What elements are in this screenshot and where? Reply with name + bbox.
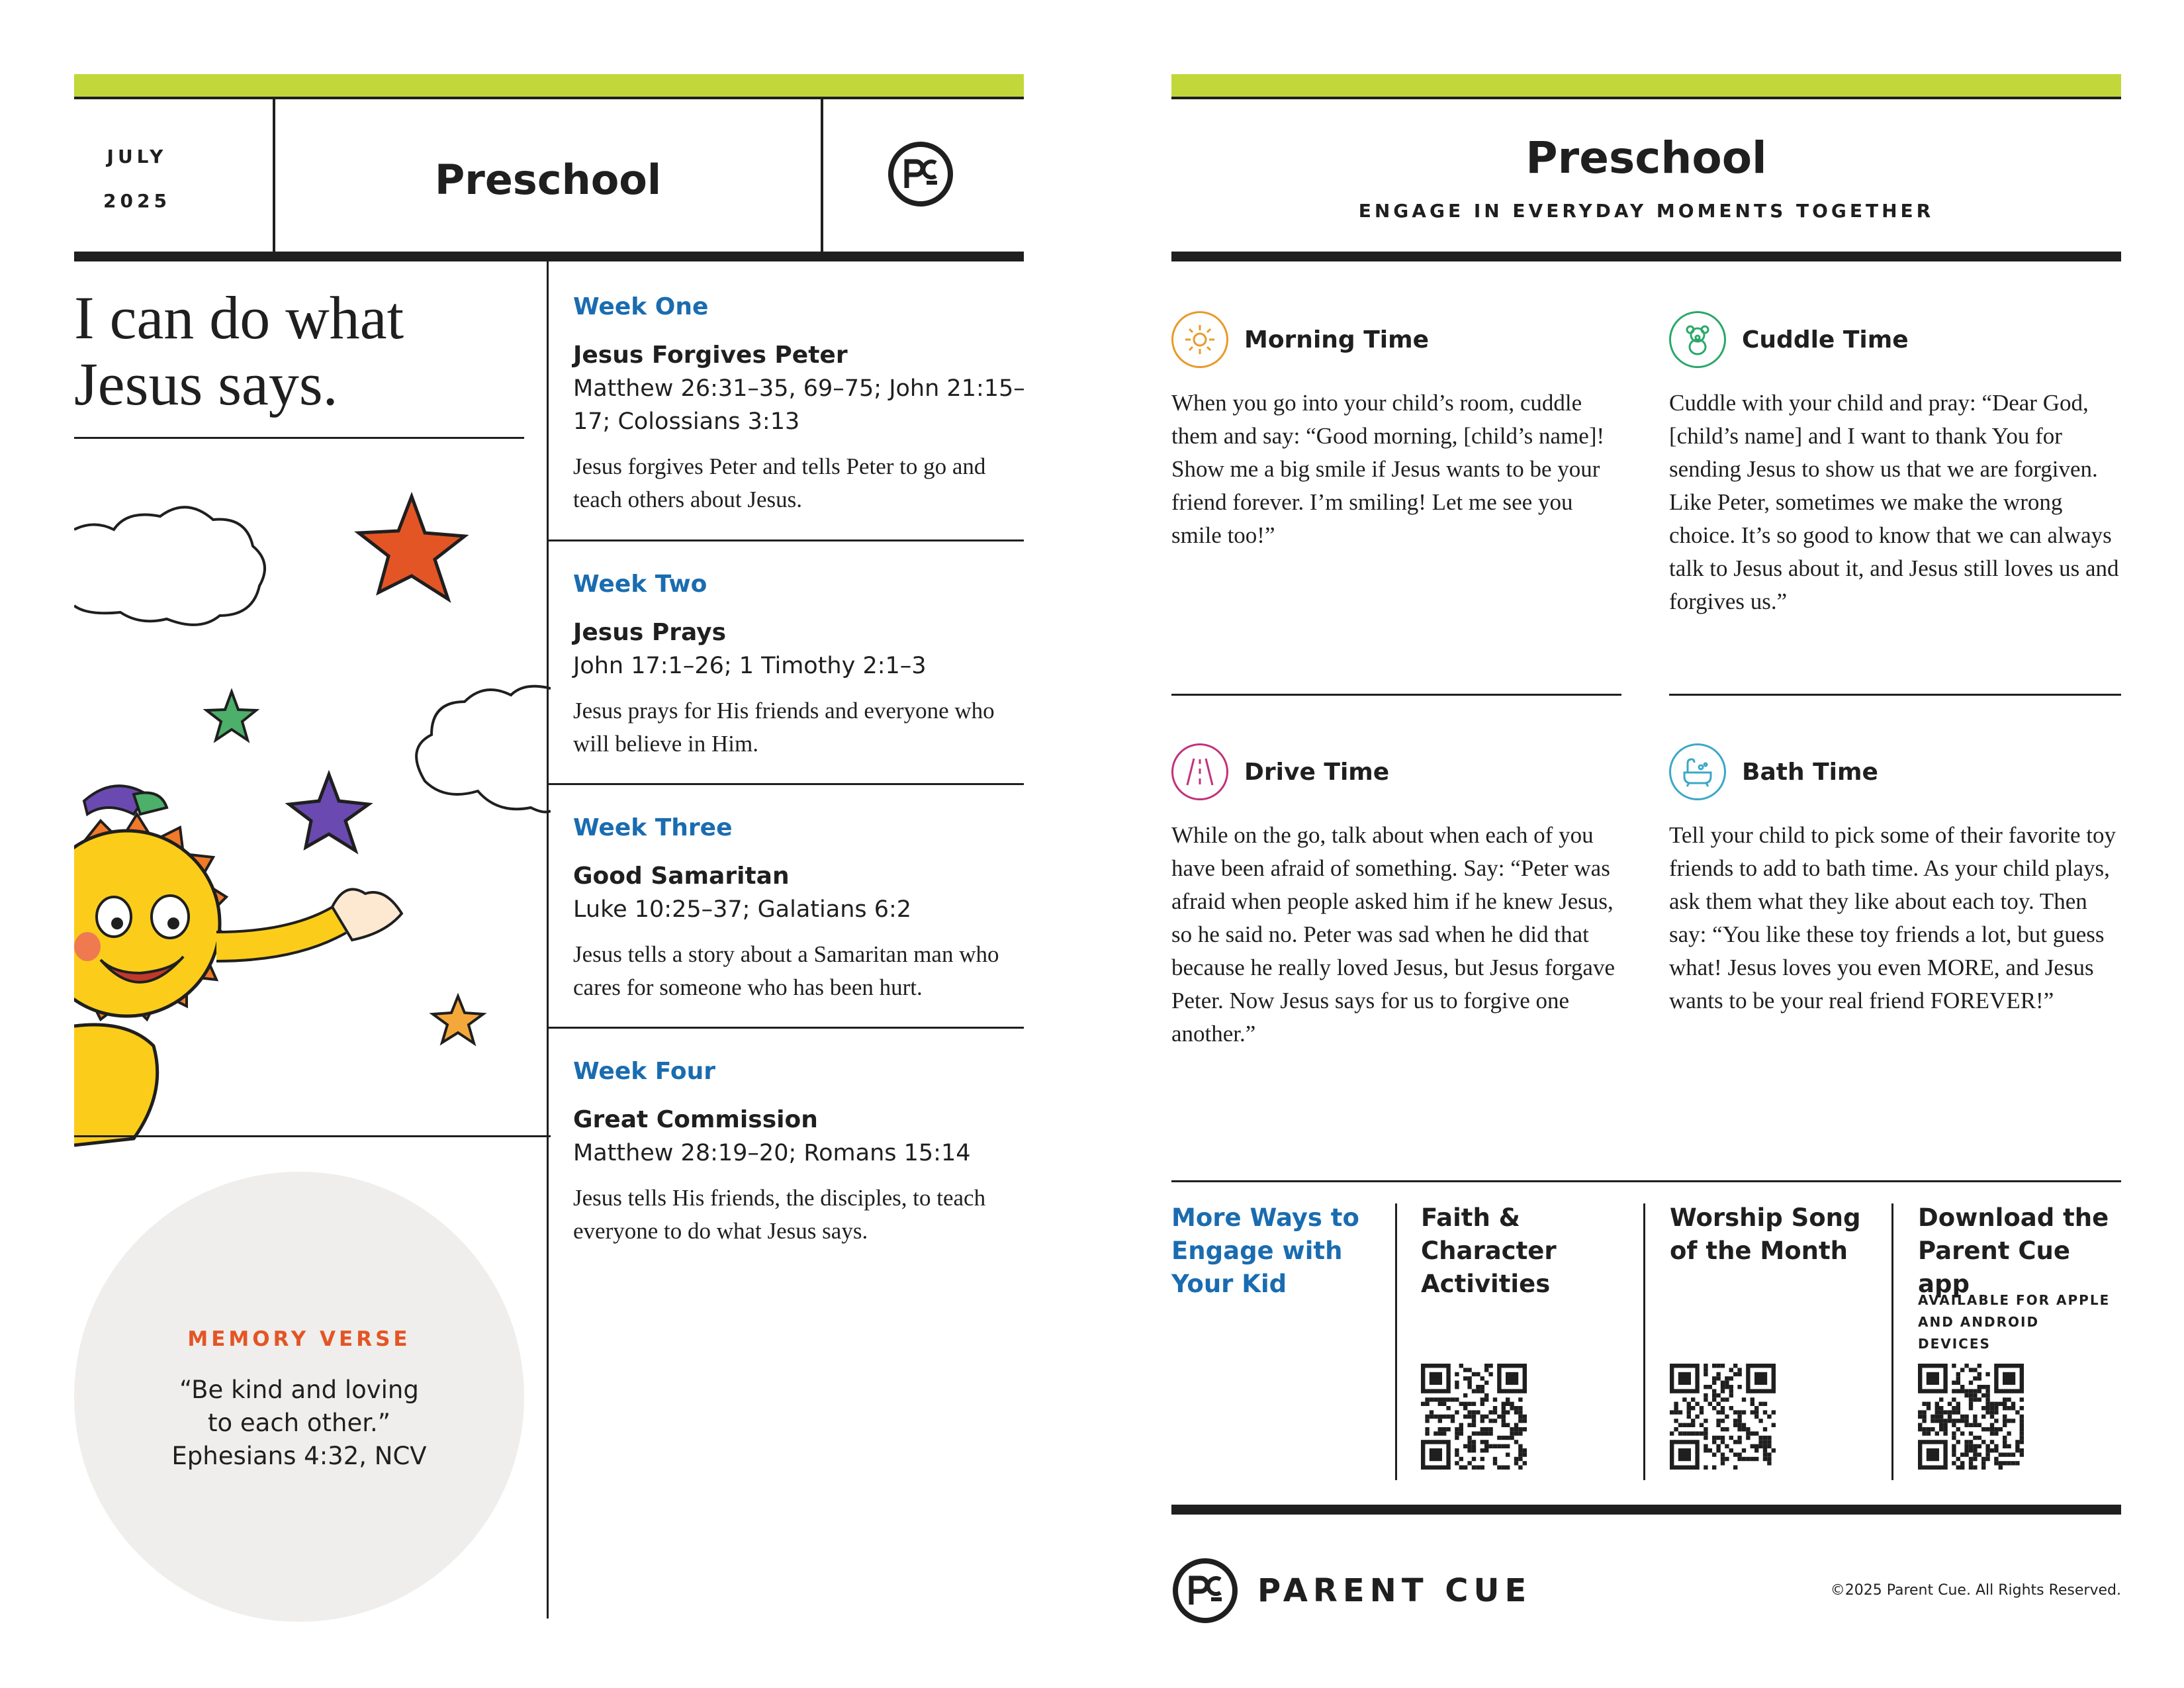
parent-cue-logo [1171, 1557, 1239, 1624]
week-description: Jesus forgives Peter and tells Peter to go and teach others about Jesus. [573, 453, 986, 512]
morning-time-section [1171, 311, 1621, 552]
drive-time-section [1171, 743, 1621, 1051]
week-one [573, 293, 1030, 516]
divider [1171, 694, 1621, 696]
week-scripture: Luke 10:25–37; Galatians 6:2 [573, 896, 912, 923]
headline: I can do what Jesus says. [74, 284, 404, 418]
week-four [573, 1058, 1030, 1248]
week-description: Jesus tells a story about a Samaritan man who cares for someone who has been hurt. [573, 941, 999, 1000]
parent-cue-logo [887, 140, 954, 208]
activity-text: While on the go, talk about when each of you have been afraid of something. Say: “Peter was afraid when people asked him if he knew Jesus, so he said no. Peter was sad when he did that because he really loved Jesus, but Jesus forgave Peter. Now Jesus says for us to forgive one another.” [1171, 822, 1615, 1047]
divider [74, 437, 524, 439]
sun-character-illustration [74, 483, 551, 1165]
cuddle-time-section [1669, 311, 2119, 618]
activity-title: Morning Time [1244, 326, 1430, 353]
activity-text: When you go into your child’s room, cuddle them and say: “Good morning, [child’s name]! Show me a big smile if Jesus wants to be your friend forever. I’m smiling! Let me see you smile too!” [1171, 390, 1605, 548]
week-scripture: Matthew 28:19–20; Romans 15:14 [573, 1140, 971, 1166]
app-availability-note: AVAILABLE FOR APPLE AND ANDROID DEVICES [1918, 1292, 2111, 1352]
brand-name: PARENT CUE [1257, 1572, 1532, 1609]
week-label: Week One [573, 293, 709, 320]
activity-title: Drive Time [1244, 758, 1390, 786]
memory-verse-text [74, 1374, 524, 1473]
memory-verse-reference: Ephesians 4:32, NCV [171, 1442, 427, 1470]
divider [1395, 1203, 1397, 1480]
activity-text: Cuddle with your child and pray: “Dear God, [child’s name] and I want to thank You for sending Jesus to show us that we are forgiven. Like Peter, sometimes we make the wrong choice. It’s so good to know that we can always talk to Jesus about it, and Jesus still loves us and forgives us.” [1669, 390, 2119, 614]
week-description: Jesus tells His friends, the disciples, to teach everyone to do what Jesus says. [573, 1185, 986, 1244]
activity-title: Cuddle Time [1742, 326, 1909, 353]
memory-verse-label: MEMORY VERSE [187, 1327, 411, 1351]
week-label: Week Two [573, 571, 707, 598]
memory-verse-line: “Be kind and loving [179, 1376, 419, 1404]
footer-divider [1171, 1505, 2121, 1515]
header-divider [1171, 252, 2121, 261]
qr-code-worship-song[interactable] [1670, 1364, 1776, 1470]
bathtub-icon [1669, 743, 1726, 800]
worship-song-heading: Worship Song of the Month [1670, 1203, 1861, 1265]
download-app-heading: Download the Parent Cue app [1918, 1203, 2109, 1298]
right-page-subtitle: ENGAGE IN EVERYDAY MOMENTS TOGETHER [1358, 200, 1934, 222]
road-icon [1171, 743, 1228, 800]
page-title: Preschool [434, 156, 662, 204]
divider [1643, 1203, 1645, 1480]
divider [821, 98, 823, 254]
qr-code-parent-cue-app[interactable] [1918, 1364, 2024, 1470]
divider [549, 783, 1024, 785]
week-description: Jesus prays for His friends and everyone who will believe in Him. [573, 698, 995, 757]
more-ways-heading: More Ways to Engage with Your Kid [1171, 1203, 1359, 1298]
left-accent-bar [74, 74, 1024, 97]
activity-title: Bath Time [1742, 758, 1878, 786]
bath-time-section [1669, 743, 2119, 1017]
activity-text: Tell your child to pick some of their favorite toy friends to add to bath time. As your child plays, ask them what they like about each toy. Then say: “You like these toy friends a lot, but guess what! Jesus loves you even MORE, and Jesus wants to be your real friend FOREVER!” [1669, 822, 2116, 1013]
header-divider [74, 252, 1024, 261]
divider [549, 539, 1024, 541]
week-title: Jesus Forgives Peter [573, 342, 848, 369]
month-label: JULY [107, 146, 167, 167]
memory-verse-line: to each other.” [207, 1409, 390, 1437]
parent-cue-brand [1171, 1557, 1531, 1624]
week-two [573, 571, 1030, 761]
week-title: Jesus Prays [573, 619, 727, 646]
week-scripture: Matthew 26:31–35, 69–75; John 21:15–17; Colossians 3:13 [573, 375, 1025, 435]
copyright: ©2025 Parent Cue. All Rights Reserved. [1830, 1582, 2121, 1599]
divider [1171, 1180, 2121, 1182]
divider [74, 1135, 551, 1137]
year-label: 2025 [103, 190, 171, 212]
week-scripture: John 17:1–26; 1 Timothy 2:1–3 [573, 653, 927, 679]
faith-activities-heading: Faith & Character Activities [1421, 1203, 1557, 1298]
divider [1669, 694, 2121, 696]
divider [549, 1027, 1024, 1029]
right-page-title: Preschool [1525, 132, 1767, 183]
right-accent-bar [1171, 74, 2121, 97]
divider [1891, 1203, 1893, 1480]
teddy-bear-icon [1669, 311, 1726, 368]
week-title: Good Samaritan [573, 863, 790, 890]
week-label: Week Four [573, 1058, 715, 1085]
column-divider [547, 261, 549, 1618]
week-title: Great Commission [573, 1106, 818, 1133]
divider [74, 97, 1024, 99]
sun-icon [1171, 311, 1228, 368]
week-three [573, 814, 1030, 1004]
qr-code-faith-activities[interactable] [1421, 1364, 1527, 1470]
week-label: Week Three [573, 814, 733, 841]
divider [1171, 97, 2121, 99]
